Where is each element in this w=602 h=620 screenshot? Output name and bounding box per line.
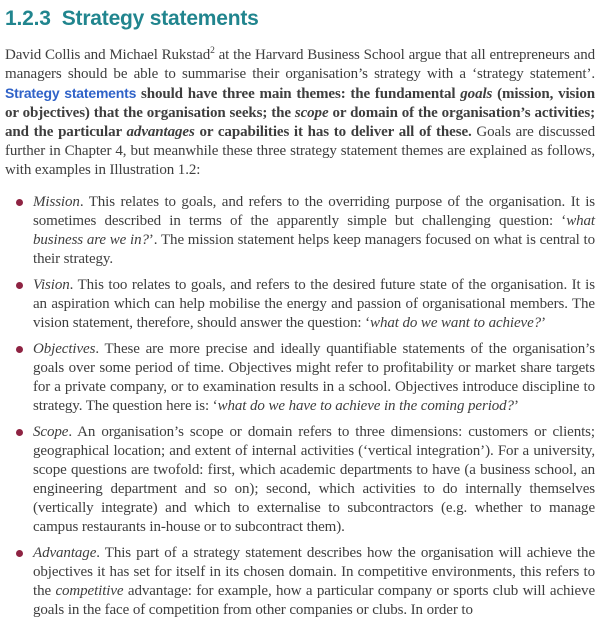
list-item-text (33, 424, 595, 535)
text-segment: at the Harvard Business School argue that all entrepreneurs and managers should be able to summarise their organisation’s strategy with a ‘strategy statement’. (5, 47, 595, 82)
text-segment: Vision (33, 277, 70, 293)
text-segment: David Collis and Michael Rukstad (5, 47, 211, 63)
text-segment: scope (294, 105, 329, 121)
footnote-reference: 2 (210, 46, 215, 56)
text-segment: Mission (33, 194, 80, 210)
list-item-text (33, 277, 595, 331)
text-segment: competitive (55, 583, 124, 599)
text-segment: ’ (513, 398, 519, 414)
bullet-list (5, 193, 595, 620)
section-title: Strategy statements (61, 7, 259, 30)
text-segment: what do we want to achieve? (370, 315, 542, 331)
text-segment: or capabilities it has to deliver all of these. (194, 124, 472, 140)
text-segment: Advantage (33, 545, 97, 561)
text-segment: ’. The mission statement helps keep managers focused on what is central to their strategy. (33, 232, 595, 267)
text-segment: . An organisation’s scope or domain refers to three dimensions: customers or clients; geographical location; and extent of internal activities (‘vertical integration’). For a university, scope questions are twofold: first, which academic departments to have (a business school, an engineering department and so on); second, which activities to do internally themselves (vertically integrate) and which to externalise to subcontractors (e.g. whether to manage campus restaurants in-house or to subcontract them). (33, 424, 595, 535)
text-segment: . This part of a strategy statement describes how the organisation will achieve the objectives it has set for itself in its chosen domain. In competitive environments, this refers to the (33, 545, 595, 599)
text-segment: what do we have to achieve in the coming period? (217, 398, 514, 414)
text-segment: . These are more precise and ideally quantifiable statements of the organisation’s goals over some period of time. Objectives might refer to profitability or market share targets for a private company, or to examination results in a school. Objectives introduce discipline to strategy. The question here is: ‘ (33, 341, 595, 414)
text-segment: (mission, vision or objectives) that the organisation seeks; the (5, 86, 595, 121)
bullet-marker-icon (16, 429, 23, 436)
text-segment: ’ (541, 315, 546, 331)
list-item-text (33, 194, 595, 267)
section-number: 1.2.3 (5, 7, 51, 30)
list-item (5, 340, 595, 416)
list-item (5, 423, 595, 537)
key-term-link[interactable]: Strategy statements (5, 85, 137, 101)
text-segment: Goals are discussed further in Chapter 4, but meanwhile these three strategy statement themes are explained as follows, with examples in Illustration 1.2: (5, 124, 595, 178)
text-segment: goals (460, 86, 493, 102)
bullet-marker-icon (16, 550, 23, 557)
bullet-marker-icon (16, 199, 23, 206)
bullet-marker-icon (16, 346, 23, 353)
text-segment: advantage: for example, how a particular company or sports club will achieve goals in the face of competition from other companies or clubs. In order to (33, 583, 596, 618)
intro-paragraph (5, 46, 595, 180)
text-segment: what business are we in? (33, 213, 595, 248)
text-segment: . This relates to goals, and refers to the overriding purpose of the organisation. It is sometimes described in terms of the apparently simple but challenging question: ‘ (33, 194, 595, 229)
section-heading (5, 7, 595, 31)
list-item (5, 193, 595, 269)
list-item (5, 544, 595, 620)
text-segment: should have three main themes: the fundamental (136, 86, 461, 102)
text-segment: Objectives (33, 341, 96, 357)
text-segment: . This too relates to goals, and refers to the desired future state of the organisation. It is an aspiration which can help mobilise the energy and passion of organisational members. The vision statement, therefore, should answer the question: ‘ (33, 277, 595, 331)
list-item-text (33, 545, 595, 618)
text-segment: or domain of the organisation’s activities; and the particular (5, 105, 595, 140)
text-segment: Scope (33, 424, 69, 440)
list-item-text (33, 341, 595, 414)
bullet-marker-icon (16, 282, 23, 289)
list-item (5, 276, 595, 333)
text-segment: advantages (126, 124, 195, 140)
